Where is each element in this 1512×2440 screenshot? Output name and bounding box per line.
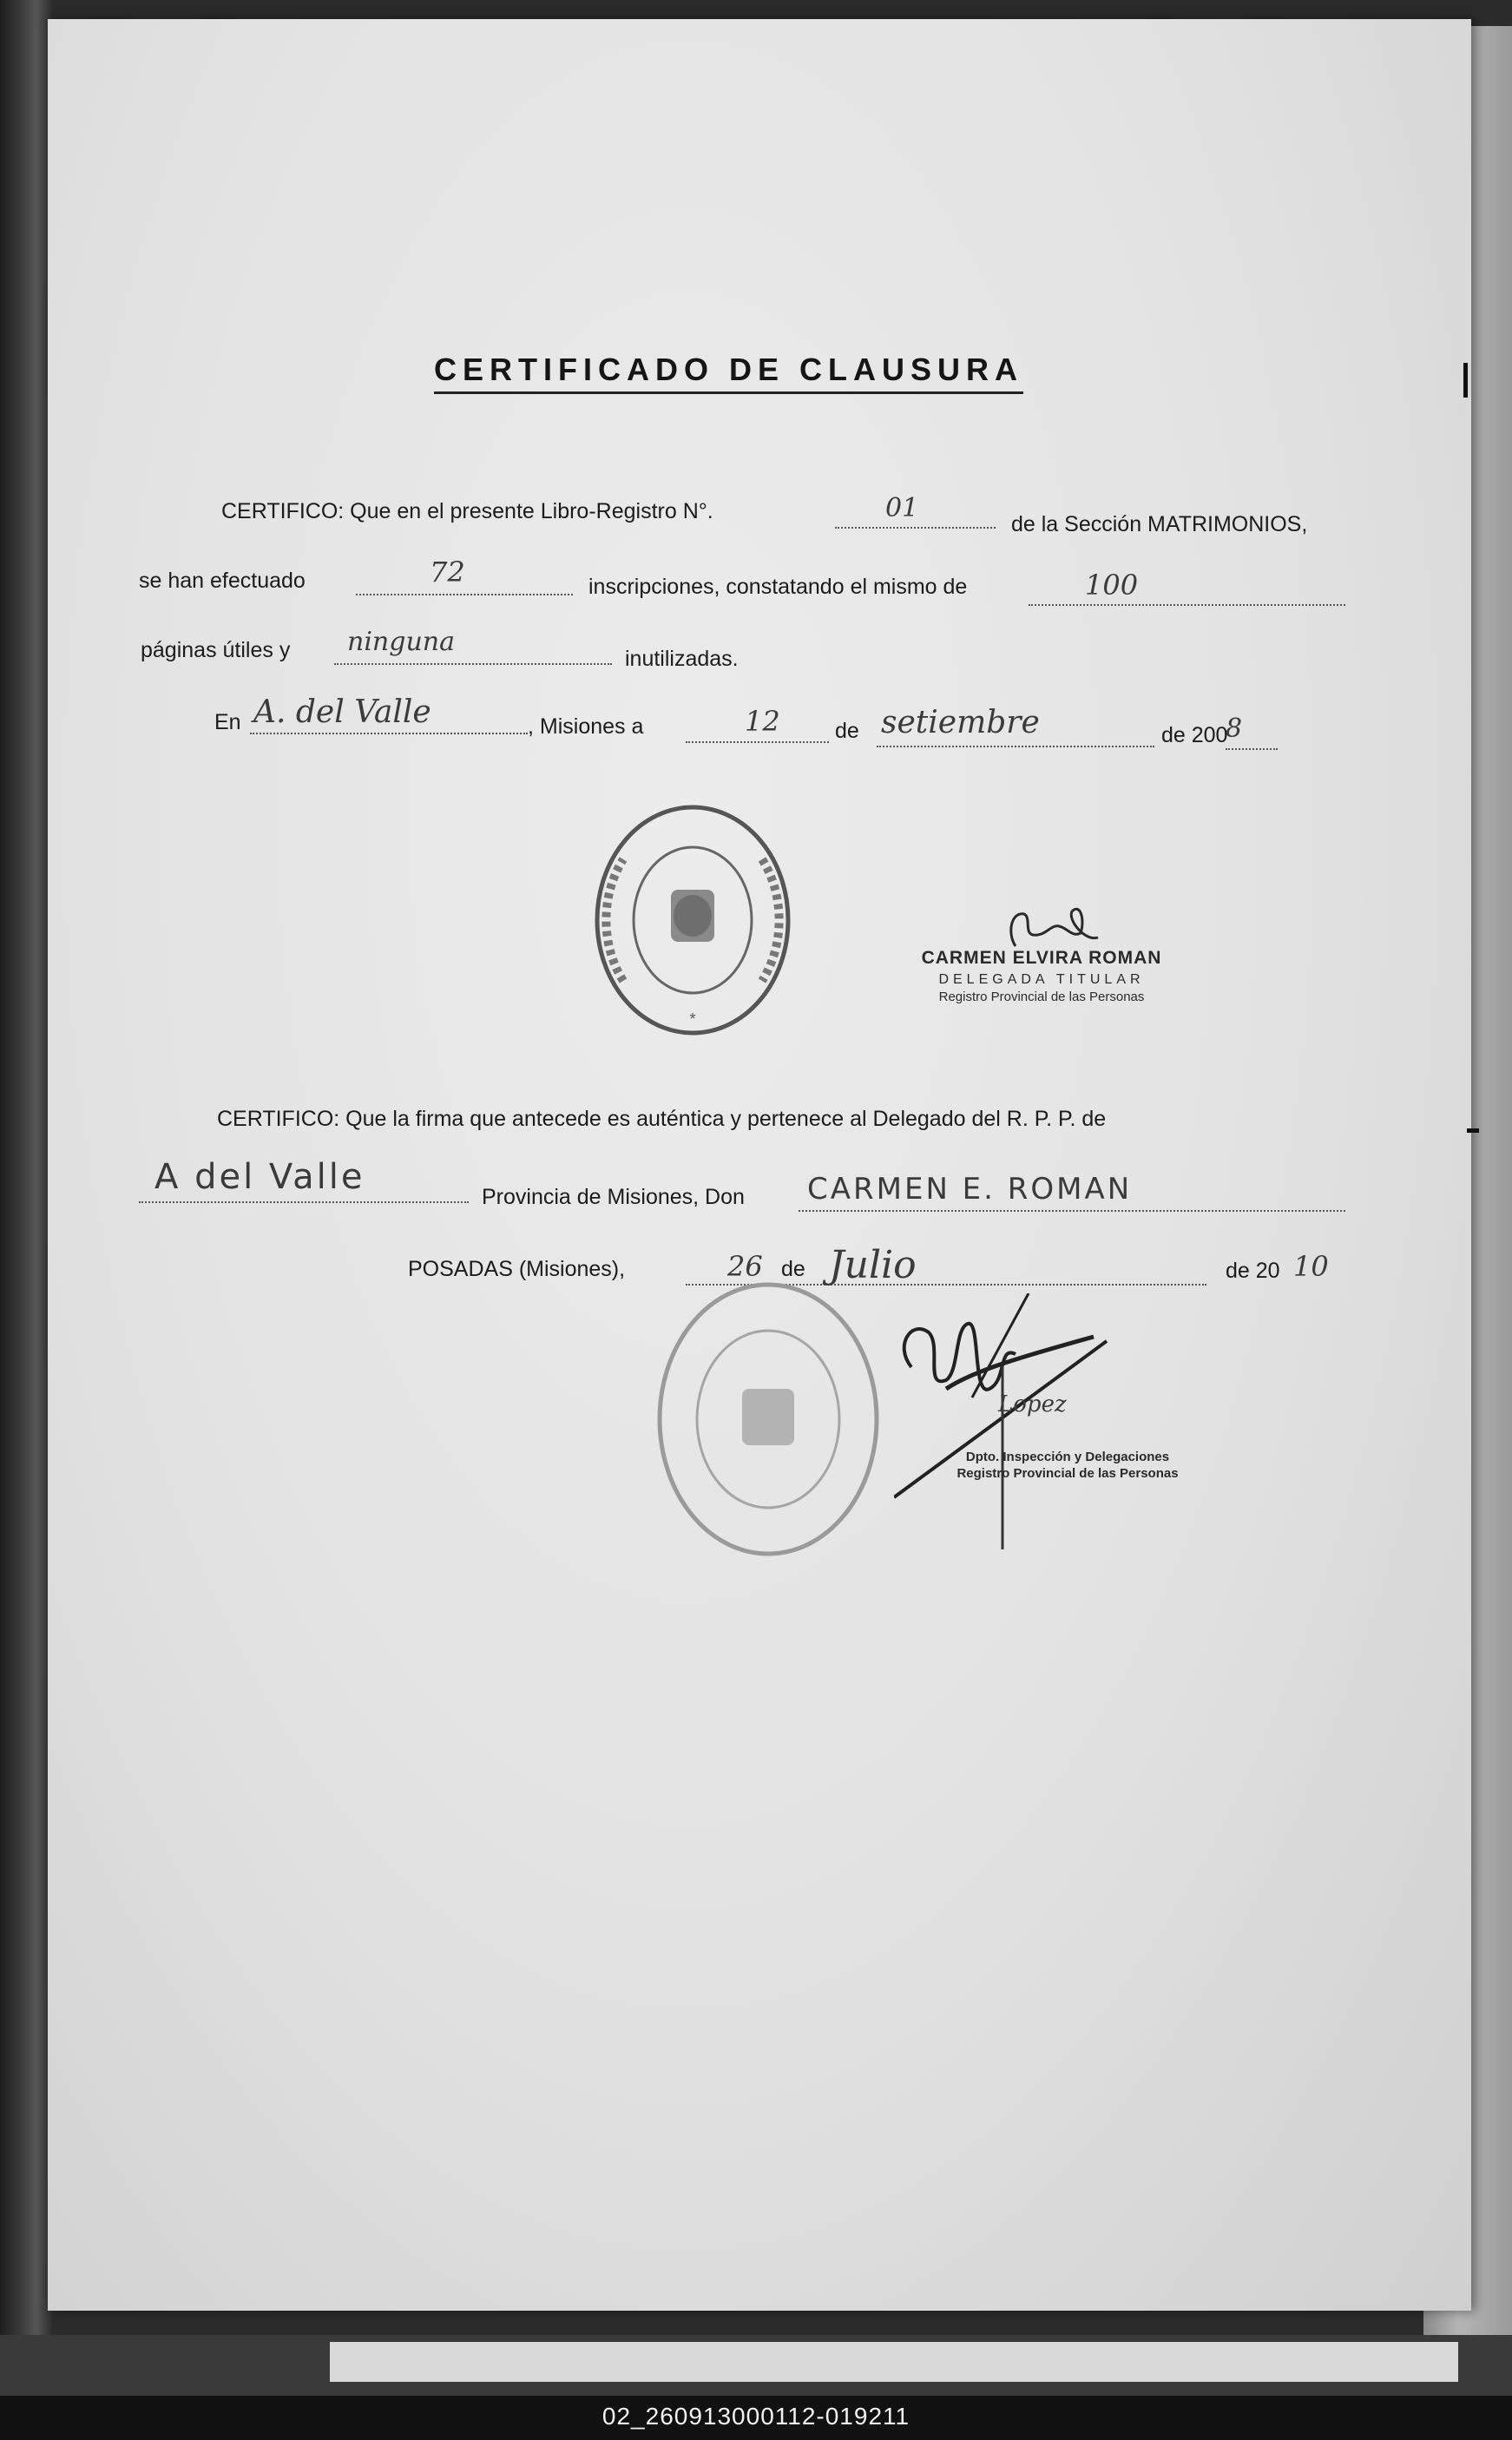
misiones-label: , Misiones a: [528, 714, 644, 739]
signature1-block: [894, 948, 1189, 1004]
de-label: de: [835, 719, 859, 743]
cert2-place-value: A del Valle: [154, 1157, 365, 1197]
cert1-line2-middle: inscripciones, constatando el mismo de: [588, 575, 968, 599]
svg-text:*: *: [689, 1010, 696, 1028]
cert1-line1-prefix: CERTIFICO: Que en el presente Libro-Registro N°.: [221, 499, 713, 523]
libro-number-value: 01: [885, 493, 919, 523]
edge-mark: [1467, 1128, 1479, 1133]
inutilizadas-value: ninguna: [347, 627, 455, 657]
signature2-name: Lopez: [998, 1391, 1067, 1417]
paginas-blank: [1029, 575, 1345, 606]
month-value: setiembre: [881, 705, 1040, 740]
edge-mark: [1463, 363, 1468, 398]
year-blank: [1226, 719, 1278, 750]
official-seal-2: [651, 1276, 885, 1562]
inscripciones-value: 72: [430, 556, 465, 589]
cert1-line3-suffix: inutilizadas.: [625, 647, 739, 671]
handwritten-signature-2: [894, 1293, 1180, 1554]
cert2-day-value: 26: [727, 1250, 763, 1283]
cert1-line2-prefix: se han efectuado: [139, 569, 306, 593]
delegado-value: CARMEN E. ROMAN: [807, 1172, 1133, 1207]
cert2-line1: CERTIFICO: Que la firma que antecede es auténtica y pertenece al Delegado del R. P. P. de: [217, 1107, 1107, 1131]
signature2-block: [920, 1448, 1215, 1481]
scan-identifier: 02_260913000112-019211: [602, 2403, 910, 2430]
day-value: 12: [745, 705, 780, 738]
cert2-year-suffix: 10: [1293, 1250, 1329, 1283]
year-prefix: de 200: [1161, 723, 1228, 747]
cert2-month-value: Julio: [829, 1243, 917, 1287]
signature1-name: CARMEN ELVIRA ROMAN: [921, 948, 1162, 968]
cert2-year-prefix: de 20: [1226, 1259, 1280, 1283]
signature1-role: DELEGADA TITULAR: [938, 972, 1145, 987]
cert2-city-label: POSADAS (Misiones),: [408, 1257, 626, 1281]
signature1-org: Registro Provincial de las Personas: [938, 990, 1145, 1004]
place-prefix: En: [214, 710, 241, 734]
cert1-line3-prefix: páginas útiles y: [141, 638, 291, 662]
year-suffix: 8: [1226, 714, 1243, 744]
signature2-org-line2: Registro Provincial de las Personas: [957, 1466, 1179, 1481]
cert2-de-label: de: [781, 1257, 805, 1281]
book-binding: [0, 0, 52, 2344]
official-seal-1: [588, 799, 797, 1042]
cert1-line1-suffix: de la Sección MATRIMONIOS,: [1011, 512, 1308, 536]
paginas-value: 100: [1085, 569, 1139, 602]
signature2-org-line1: Dpto. Inspección y Delegaciones: [965, 1450, 1170, 1464]
cert2-provincia-label: Provincia de Misiones, Don: [482, 1185, 745, 1209]
signature2-name-block: [998, 1391, 1172, 1417]
place-value: A. del Valle: [253, 694, 431, 730]
document-title: CERTIFICADO DE CLAUSURA: [434, 352, 1023, 394]
scanner-bottom-strip: [0, 2335, 1512, 2396]
